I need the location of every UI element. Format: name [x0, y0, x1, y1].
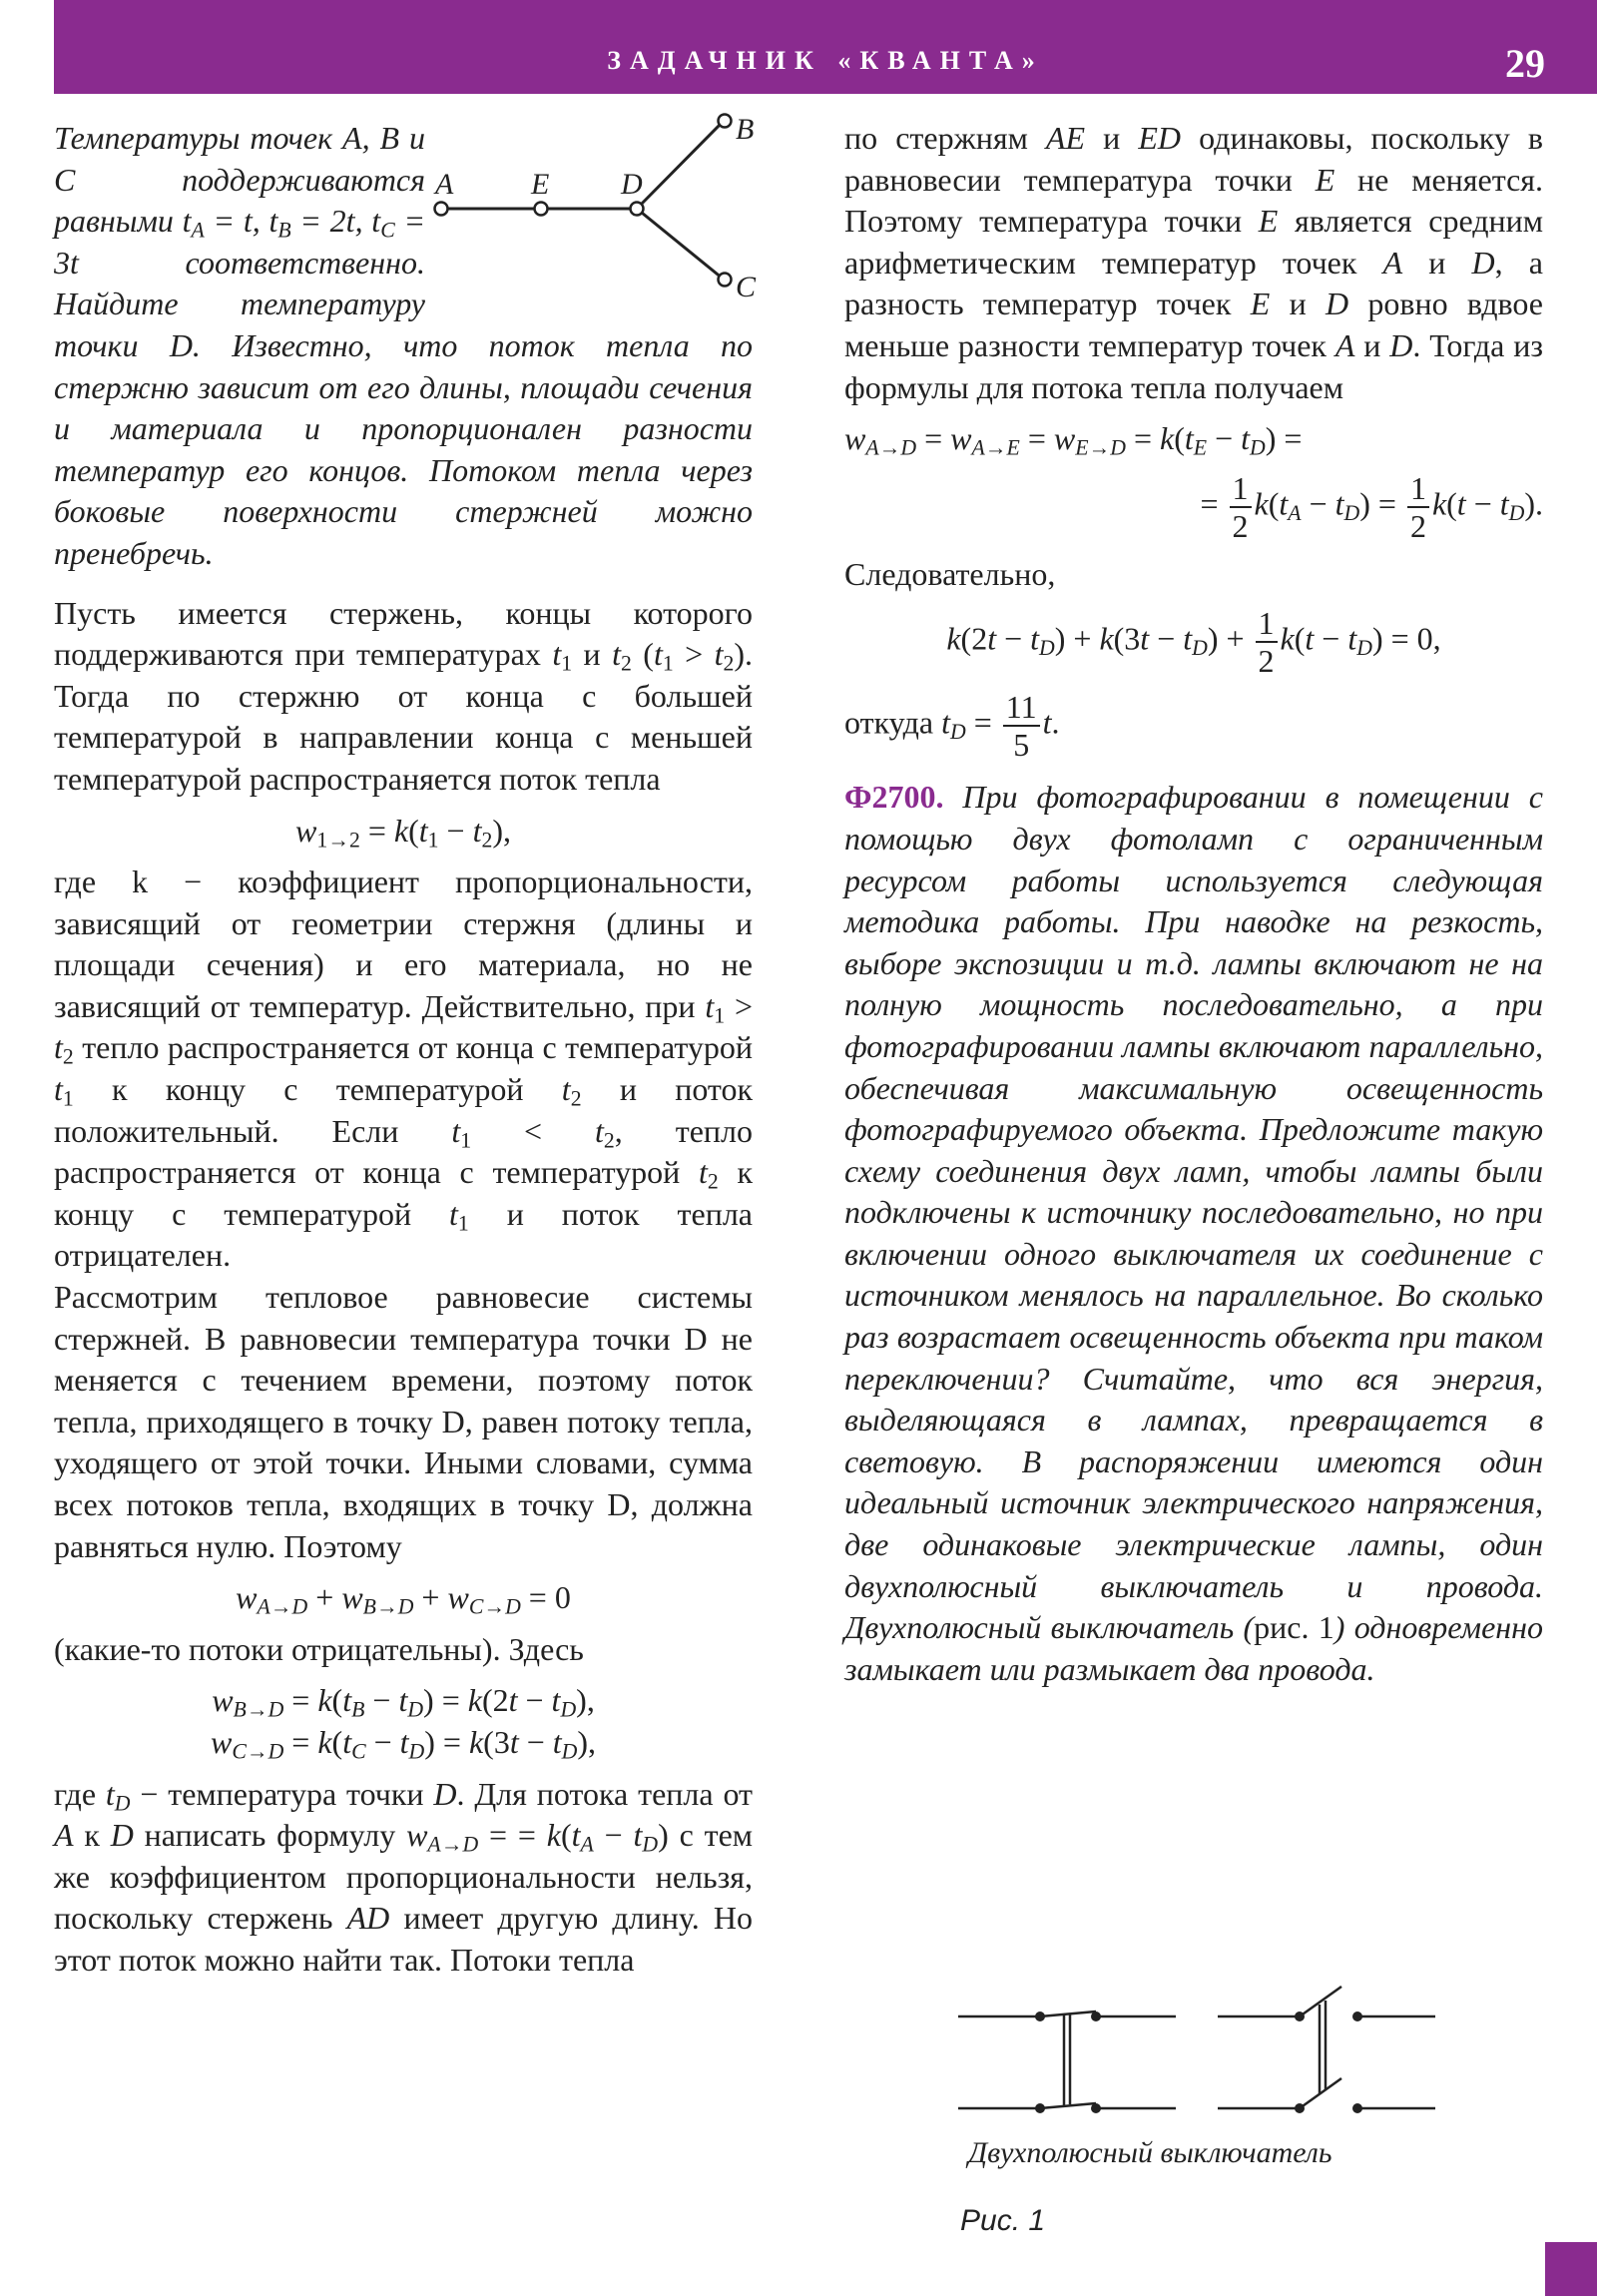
solution-para-7: Следовательно, — [844, 555, 1056, 592]
equation-flow: $w_{1\to 2} = k(t_1 - t_2)$, — [295, 812, 511, 852]
equation-wad-2: = $\frac{1}{2}$ $k(t_A - t_D)$ = $\frac{1}{2}$ $k(t - t_D)$. — [1200, 469, 1543, 544]
solution-para-6: по стержням AE и ED одинаковы, поскольку в равновесии температура точки E не меняется. Поэтому температура точки E является средним арифметическим температур точек A и D, а разность температур точек E и D ровно вдвое меньше разности температур точек A и D. Тогда из формулы для потока тепла получаем — [844, 120, 1544, 405]
label-b: B — [736, 113, 755, 146]
solution-answer: откуда $t_D$ = $\frac{11}{5}$ t. — [844, 689, 1060, 764]
header-title: ЗАДАЧНИК «КВАНТА» — [607, 46, 1044, 75]
problem-text-end: Температуры точек A, B и C поддерживаются равными $t_A = t$, $t_B = 2t$, $t_C = 3t$ соответственно. Найдите температуру точки D. Известно, что поток тепла по стержню зависит от его длины, площади сечения и материала и пропорционален разности температур его концов. Потоком тепла через боковые поверхности стержней можно пренебречь. — [54, 120, 753, 571]
problem-f2700: Ф2700. При фотографировании в помещении с помощью двух фотоламп с ограниченным ресурсом работы используется следующая методика работы. При наводке на резкость, выборе экспозиции и т.д. лампы включают не на полную мощность последовательно, а при фотографировании лампы включают параллельно, обеспечивая максимальную освещенность фотографируемого объекта. Предложите такую схему соединения двух ламп, чтобы лампы были подключены к источнику последовательно, но при включении одного выключателя их соединение с источником менялось на параллельное. Во сколько раз возрастает освещенность объекта при таком переключении? Считайте, что вся энергия, выделяющаяся в лампах, превращается в световую. В распоряжении имеются один идеальный источник электрического напряжения, две одинаковые электрические лампы, один двухполюсный выключатель и провода. Двухполюсный выключатель (рис. 1) одновременно замыкает или размыкает два провода. — [844, 779, 1544, 1687]
figure-label: Рис. 1 — [960, 2204, 1046, 2237]
solution-para-3: Рассмотрим тепловое равновесие системы стержней. В равновесии температура точки D не меняется с течением времени, поэтому поток тепла, приходящего в точку D, равен потоку тепла, уходящего от этой точки. Иными словами, сумма всех потоков тепла, входящих в точку D, должна равняться нулю. Поэтому — [54, 1279, 753, 1564]
equation-sum: $w_{A\to D} + w_{B\to D} + w_{C\to D} = 0$ — [236, 1579, 571, 1619]
equation-wad: $w_{A\to D} = w_{A\to E} = w_{E\to D} = k(t_E - t_D)$ = — [844, 420, 1303, 460]
page-header — [54, 0, 1597, 94]
solution-para-5: где $t_D$ − температура точки D. Для потока тепла от A к D написать формулу $w_{A\to D}$ = = $k(t_A - t_D)$ с тем же коэффициентом пропорциональности нельзя, поскольку стержень AD имеет другую длину. Но этот поток можно найти так. Потоки тепла — [54, 1775, 754, 1978]
solution-para-4: (какие-то потоки отрицательны). Здесь — [54, 1630, 584, 1667]
page-number: 29 — [1505, 41, 1545, 86]
label-c: C — [736, 271, 757, 301]
label-e: E — [531, 168, 550, 201]
label-d: D — [621, 168, 643, 201]
solution-para-1: Пусть имеется стержень, концы которого поддерживаются при температурах $t_1$ и $t_2$ $(t_1 > t_2)$. Тогда по стержню от конца с большей температурой в направлении конца с меньшей температурой распространяется поток тепла — [54, 594, 754, 797]
left-column — [54, 113, 757, 1982]
equation-wbd: $w_{B\to D} = k(t_B - t_D) = k(2t - t_D)$, $w_{C\to D} = k(t_C - t_D) = k(3t - t_D)$, — [210, 1682, 597, 1764]
equation-balance: $k(2t - t_D) + k(3t - t_D)$ + $\frac{1}{2}$ $k(t - t_D) = 0$, — [946, 605, 1441, 680]
right-column — [844, 118, 1543, 1690]
figure-caption: Двухполюсный выключатель — [968, 2136, 1332, 2169]
corner-tab — [1545, 2242, 1597, 2296]
solution-para-2: где k − коэффициент пропорциональности, зависящий от геометрии стержня (длины и площади сечения) и его материала, но не зависящий от температур. Действительно, при $t_1 > t_2$ тепло распространяется от конца с температурой $t_1$ к концу с температурой $t_2$ и поток положительный. Если $t_1 < t_2$, тепло распространяется от конца с температурой $t_2$ к концу с температурой $t_1$ и поток тепла отрицателен. — [54, 863, 754, 1274]
rod-diagram — [433, 112, 763, 301]
problem-number: Ф2700. — [844, 779, 944, 816]
label-a: A — [435, 168, 454, 201]
